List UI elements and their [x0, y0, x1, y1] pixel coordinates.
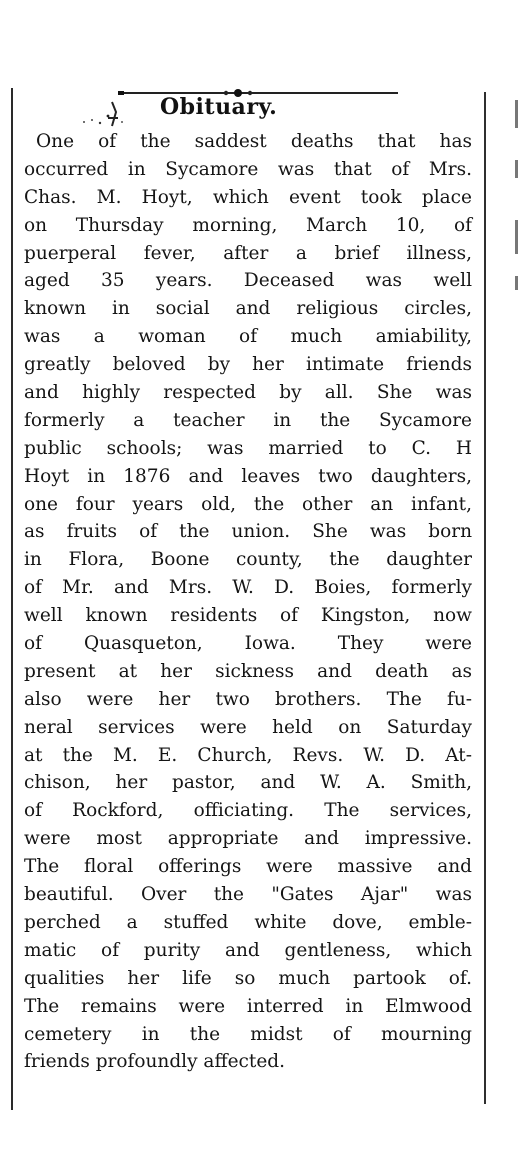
article-line: one four years old, the other an infant, [24, 493, 472, 515]
article-line: as fruits of the union. She was born [24, 521, 472, 543]
article-line: Chas. M. Hoyt, which event took place [24, 186, 472, 208]
article-line: chison, her pastor, and W. A. Smith, [24, 772, 472, 794]
article-line: friends profoundly affected. [24, 1051, 286, 1073]
article-line: The remains were interred in Elmwood [24, 995, 472, 1017]
article-line: Hoyt in 1876 and leaves two daughters, [24, 465, 472, 487]
article-line: One of the saddest deaths that has [36, 131, 472, 152]
left-column-rule [11, 88, 13, 1110]
article-line: known in social and religious circles, [24, 298, 472, 320]
article-line: in Flora, Boone county, the daughter [24, 549, 472, 571]
article-line: and highly respected by all. She was [24, 382, 472, 404]
article-line: public schools; was married to C. H [24, 437, 472, 459]
article-line: puerperal fever, after a brief illness, [24, 242, 472, 264]
right-column-rule [484, 92, 486, 1104]
headline: Obituary. [160, 94, 278, 120]
article-line: matic of purity and gentleness, which [24, 939, 472, 961]
article-line: well known residents of Kingston, now [24, 605, 472, 627]
article-line: aged 35 years. Deceased was well [24, 270, 472, 292]
obituary-article [24, 128, 472, 1076]
article-line: qualities her life so much partook of. [24, 967, 472, 989]
article-line: of Quasqueton, Iowa. They were [24, 633, 472, 655]
article-line: The floral offerings were massive and [24, 856, 472, 878]
article-line: was a woman of much amiability, [24, 326, 472, 348]
article-line: on Thursday morning, March 10, of [24, 214, 472, 236]
article-line: cemetery in the midst of mourning [24, 1023, 472, 1045]
article-line: occurred in Sycamore was that of Mrs. [24, 158, 472, 180]
article-line: of Rockford, officiating. The services, [24, 800, 472, 822]
article-line: of Mr. and Mrs. W. D. Boies, formerly [24, 577, 472, 599]
article-line: formerly a teacher in the Sycamore [24, 409, 472, 431]
article-line: also were her two brothers. The fu- [24, 688, 472, 710]
adjacent-column-edge [515, 100, 518, 300]
article-line: greatly beloved by her intimate friends [24, 354, 472, 376]
article-line: at the M. E. Church, Revs. W. D. At- [24, 744, 472, 766]
article-line: were most appropriate and impressive. [24, 828, 472, 850]
article-line: beautiful. Over the "Gates Ajar" was [24, 884, 472, 906]
article-line: present at her sickness and death as [24, 660, 472, 682]
article-line: perched a stuffed white dove, emble- [24, 911, 472, 933]
article-line: neral services were held on Saturday [24, 716, 472, 738]
print-speckle [78, 96, 138, 132]
